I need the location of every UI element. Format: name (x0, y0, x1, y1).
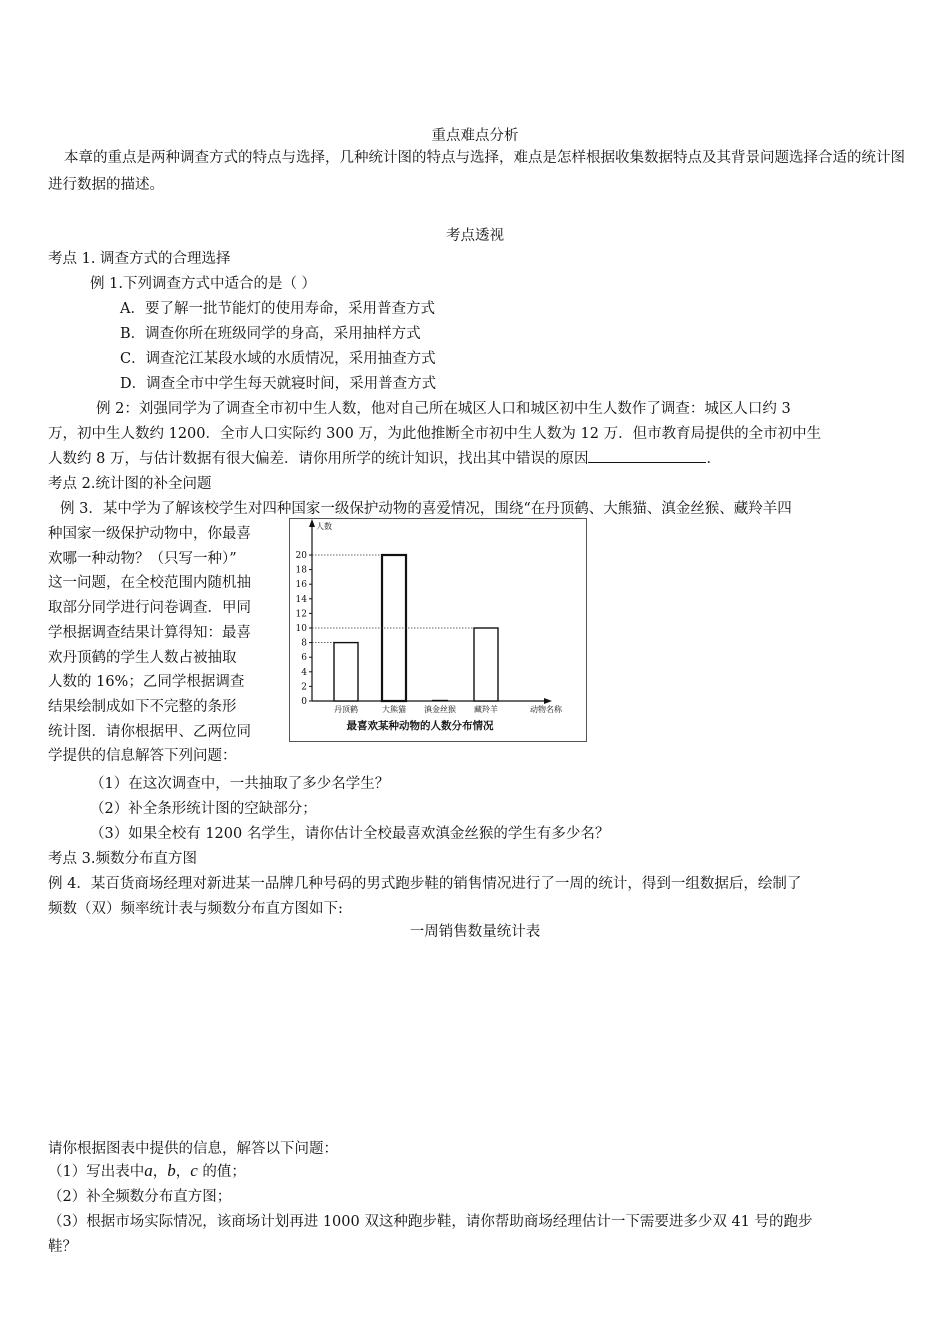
bar (474, 628, 498, 701)
example3-question-1: （1）在这次调查中，一共抽取了多少名学生？ (90, 776, 390, 792)
example1-option-c: C．调查沱江某段水域的水质情况，采用抽查方式 (120, 351, 436, 367)
example3-left-line: 结果绘制成如下不完整的条形 (48, 698, 237, 715)
bar (334, 643, 358, 701)
y-tick-label: 0 (301, 697, 307, 707)
example1-option-a: A．要了解一批节能灯的使用寿命，采用普查方式 (120, 301, 435, 317)
y-tick-label: 14 (295, 594, 307, 605)
example3-left-line: 人数的 16%；乙同学根据调查 (48, 674, 245, 691)
example4-question-2: （2）补全频数分布直方图； (48, 1189, 232, 1205)
y-axis-label: 人数 (316, 522, 332, 531)
category-label: 大熊猫 (382, 705, 406, 714)
y-tick-label: 4 (301, 667, 307, 678)
example3-left-line: 取部分同学进行问卷调查．甲同 (48, 600, 251, 617)
y-tick-label: 10 (295, 624, 307, 634)
example3-left-line: 种国家一级保护动物中，你最喜 (48, 526, 251, 542)
example2-line-1: 例 2：刘强同学为了调查全市初中生人数，他对自己所在城区人口和城区初中生人数作了调查：城区人口约 3 (96, 401, 791, 417)
y-tick-label: 12 (295, 609, 307, 620)
kp3-title: 考点 3.频数分布直方图 (48, 851, 197, 867)
intro-paragraph: 本章的重点是两种调查方式的特点与选择，几种统计图的特点与选择，难点是怎样根据收集数据特点及其背景问题选择合适的统计图进行数据的描述。 (48, 150, 905, 193)
example3-left-line: 欢哪一种动物？（只写一种）” (48, 550, 237, 567)
section-heading-key-points: 重点难点分析 (431, 128, 519, 144)
example3-question-2: （2）补全条形统计图的空缺部分； (90, 801, 317, 817)
var-b: b (167, 1161, 176, 1180)
example4-question-1-text: （1）写出表中 (48, 1164, 145, 1180)
example3-question-3: （3）如果全校有 1200 名学生，请你估计全校最喜欢滇金丝猴的学生有多少名？ (90, 826, 610, 842)
example3-left-line: 欢丹顶鹤的学生人数占被抽取 (48, 649, 237, 666)
example4-line-1: 例 4．某百货商场经理对新进某一品牌几种号码的男式跑步鞋的销售情况进行了一周的统计，得到一组数据后，绘制了 (48, 876, 802, 892)
example4-question-1-end: 的值； (202, 1164, 246, 1180)
example2-line-3-text: 人数约 8 万，与估计数据有很大偏差．请你用所学的统计知识，找出其中错误的原因 (48, 451, 589, 467)
var-c: c (190, 1161, 198, 1180)
example3-left-line: 统计图．请你根据甲、乙两位同 (48, 723, 251, 740)
example3-left-line: 学提供的信息解答下列问题： (48, 748, 237, 765)
y-tick-label: 20 (295, 551, 307, 561)
y-tick-label: 8 (301, 638, 307, 649)
example4-question-3-line-2: 鞋？ (48, 1239, 77, 1255)
example3-left-line: 学根据调查结果计算得知：最喜 (48, 624, 251, 641)
example3-left-line: 这一问题，在全校范围内随机抽 (48, 575, 251, 592)
example2-line-2: 万，初中生人数约 1200．全市人口实际约 300 万，为此他推断全市初中生人数为 12 万．但市教育局提供的全市初中生 (48, 426, 822, 442)
table-title: 一周销售数量统计表 (409, 924, 541, 940)
bar-chart-frame (289, 518, 587, 742)
answer-blank (588, 448, 706, 463)
category-label: 藏羚羊 (474, 705, 498, 714)
bar-chart (290, 519, 586, 741)
example4-question-3-line-1: （3）根据市场实际情况，该商场计划再进 1000 双这种跑步鞋，请你帮助商场经理估计一下需要进多少双 41 号的跑步 (48, 1214, 813, 1230)
y-tick-label: 6 (301, 653, 307, 664)
example3-line-1: 例 3．某中学为了解该校学生对四种国家一级保护动物的喜爱情况，围绕“在丹顶鹤、大熊猫、滇金丝猴、藏羚羊四 (60, 501, 792, 517)
var-a: a (144, 1161, 153, 1180)
x-axis-label: 动物名称 (530, 705, 562, 714)
category-label: 丹顶鹤 (334, 705, 358, 714)
example4-prompt: 请你根据图表中提供的信息，解答以下问题： (48, 1141, 338, 1157)
example2-line-3-end: ． (706, 451, 721, 467)
section-heading-exam-points: 考点透视 (446, 228, 504, 244)
example2-line-3 (48, 447, 721, 468)
example4-line-2: 频数（双）频率统计表与频数分布直方图如下: (48, 901, 343, 917)
y-tick-label: 16 (295, 580, 307, 591)
example1-option-b: B．调查你所在班级同学的身高，采用抽样方式 (120, 326, 421, 342)
category-label: 滇金丝猴 (424, 705, 456, 714)
x-axis-arrow (544, 698, 552, 704)
y-tick-label: 18 (295, 565, 307, 576)
example1-option-d: D．调查全市中学生每天就寝时间，采用普查方式 (120, 376, 437, 392)
y-axis-arrow (309, 519, 315, 527)
y-tick-label: 2 (301, 682, 307, 693)
kp1-title: 考点 1. 调查方式的合理选择 (48, 251, 231, 267)
chart-title: 最喜欢某种动物的人数分布情况 (346, 720, 494, 732)
example1-stem: 例 1.下列调查方式中适合的是（ ） (90, 276, 317, 292)
kp2-title: 考点 2.统计图的补全问题 (48, 476, 212, 492)
example4-question-1: （1）写出表中a，b，c 的值； (48, 1161, 246, 1180)
